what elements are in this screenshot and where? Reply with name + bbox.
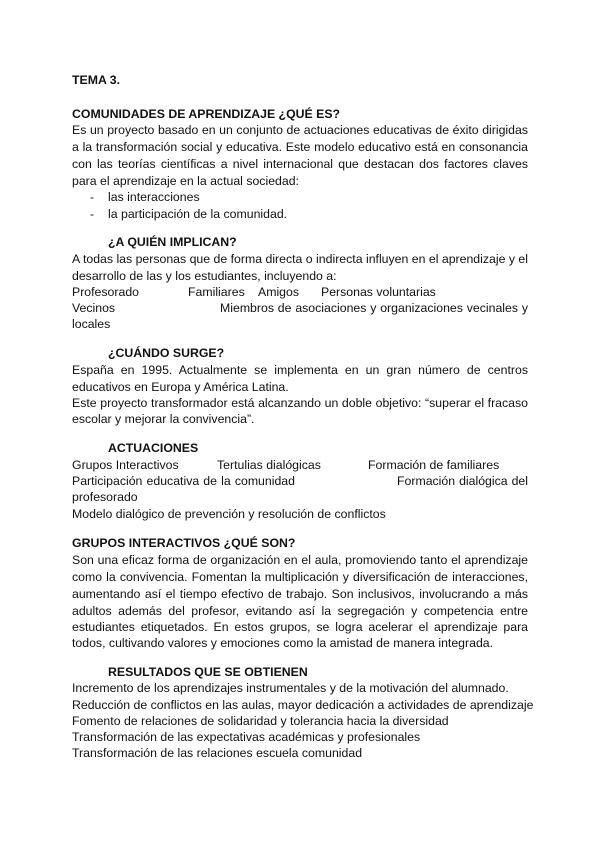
- paragraph-line: Este proyecto transformador está alcanzando un doble objetivo: “superar el fracaso: [72, 396, 528, 410]
- page-title: TEMA 3.: [72, 73, 121, 87]
- bullet-dash: -: [90, 190, 95, 204]
- paragraph-line: Es un proyecto basado en un conjunto de actuaciones educativas de éxito dirigidas: [72, 123, 528, 137]
- list-item-locales: locales: [72, 317, 111, 331]
- paragraph-line: para el aprendizaje en la actual sociedad:: [72, 174, 299, 188]
- paragraph-line: escolar y mejorar la convivencia”.: [72, 412, 255, 426]
- heading-actuaciones: ACTUACIONES: [108, 441, 199, 455]
- bullet-item: las interacciones: [108, 190, 200, 204]
- list-item-tertulias: Tertulias dialógicas: [217, 458, 321, 472]
- result-item: Transformación de las relaciones escuela comunidad: [72, 746, 363, 760]
- list-item-familiares: Familiares: [188, 285, 245, 299]
- result-item: Fomento de relaciones de solidaridad y tolerancia hacia la diversidad: [72, 714, 449, 728]
- heading-que-es: COMUNIDADES DE APRENDIZAJE ¿QUÉ ES?: [72, 107, 341, 121]
- heading-a-quien: ¿A QUIÉN IMPLICAN?: [108, 235, 237, 249]
- paragraph-line: España en 1995. Actualmente se implementa en un gran número de centros: [72, 363, 528, 377]
- list-item-amigos: Amigos: [258, 285, 300, 299]
- paragraph-line: como la convivencia. Fomentan la multiplicación y diversificación de interacciones,: [72, 570, 528, 584]
- bullet-item: la participación de la comunidad.: [108, 207, 288, 221]
- list-item-formacion-familiares: Formación de familiares: [368, 458, 500, 472]
- heading-cuando-surge: ¿CUÁNDO SURGE?: [108, 346, 225, 360]
- result-item: Incremento de los aprendizajes instrumentales y de la motivación del alumnado.: [72, 681, 509, 695]
- paragraph-line: aumentando así el tiempo efectivo de trabajo. Son inclusivos, involucrando a más: [72, 587, 528, 601]
- bullet-dash: -: [90, 207, 95, 221]
- list-item-participacion: Participación educativa de la comunidad: [72, 474, 295, 488]
- list-item-modelo-dialogico: Modelo dialógico de prevención y resolución de conflictos: [72, 507, 386, 521]
- list-item-grupos: Grupos Interactivos: [72, 458, 179, 472]
- paragraph-line: a la transformación social y educativa. Este modelo educativo está en consonancia: [72, 140, 528, 154]
- result-item: Transformación de las expectativas académicas y profesionales: [72, 730, 421, 744]
- list-item-profesorado: profesorado: [72, 490, 138, 504]
- list-item-asociaciones: Miembros de asociaciones y organizaciones vecinales y: [220, 301, 528, 315]
- list-item-vecinos: Vecinos: [72, 301, 116, 315]
- paragraph-line: desarrollo de las y los estudiantes, incluyendo a:: [72, 269, 337, 283]
- paragraph-line: con las teorías científicas a nivel internacional que destacan dos factores claves: [72, 157, 528, 171]
- paragraph-line: Son una eficaz forma de organización en el aula, promoviendo tanto el aprendizaje: [72, 553, 528, 567]
- heading-resultados: RESULTADOS QUE SE OBTIENEN: [108, 665, 308, 679]
- paragraph-line: estudiantes etiquetados. En estos grupos, se logra acelerar el aprendizaje para: [72, 620, 528, 634]
- result-item: Reducción de conflictos en las aulas, mayor dedicación a actividades de aprendizaje: [72, 698, 534, 712]
- list-item-formacion-dialogica: Formación dialógica del: [397, 474, 528, 488]
- list-item-voluntarias: Personas voluntarias: [321, 285, 436, 299]
- heading-grupos-interactivos: GRUPOS INTERACTIVOS ¿QUÉ SON?: [72, 536, 296, 550]
- paragraph-line: A todas las personas que de forma directa o indirecta influyen en el aprendizaje y el: [72, 252, 528, 266]
- paragraph-line: educativos en Europa y América Latina.: [72, 380, 289, 394]
- paragraph-line: todos, cultivando valores y emociones como la amistad de manera integrada.: [72, 636, 494, 650]
- paragraph-line: adultos además del profesor, evitando así la segregación y competencia entre: [72, 604, 528, 618]
- list-item-profesorado: Profesorado: [72, 285, 139, 299]
